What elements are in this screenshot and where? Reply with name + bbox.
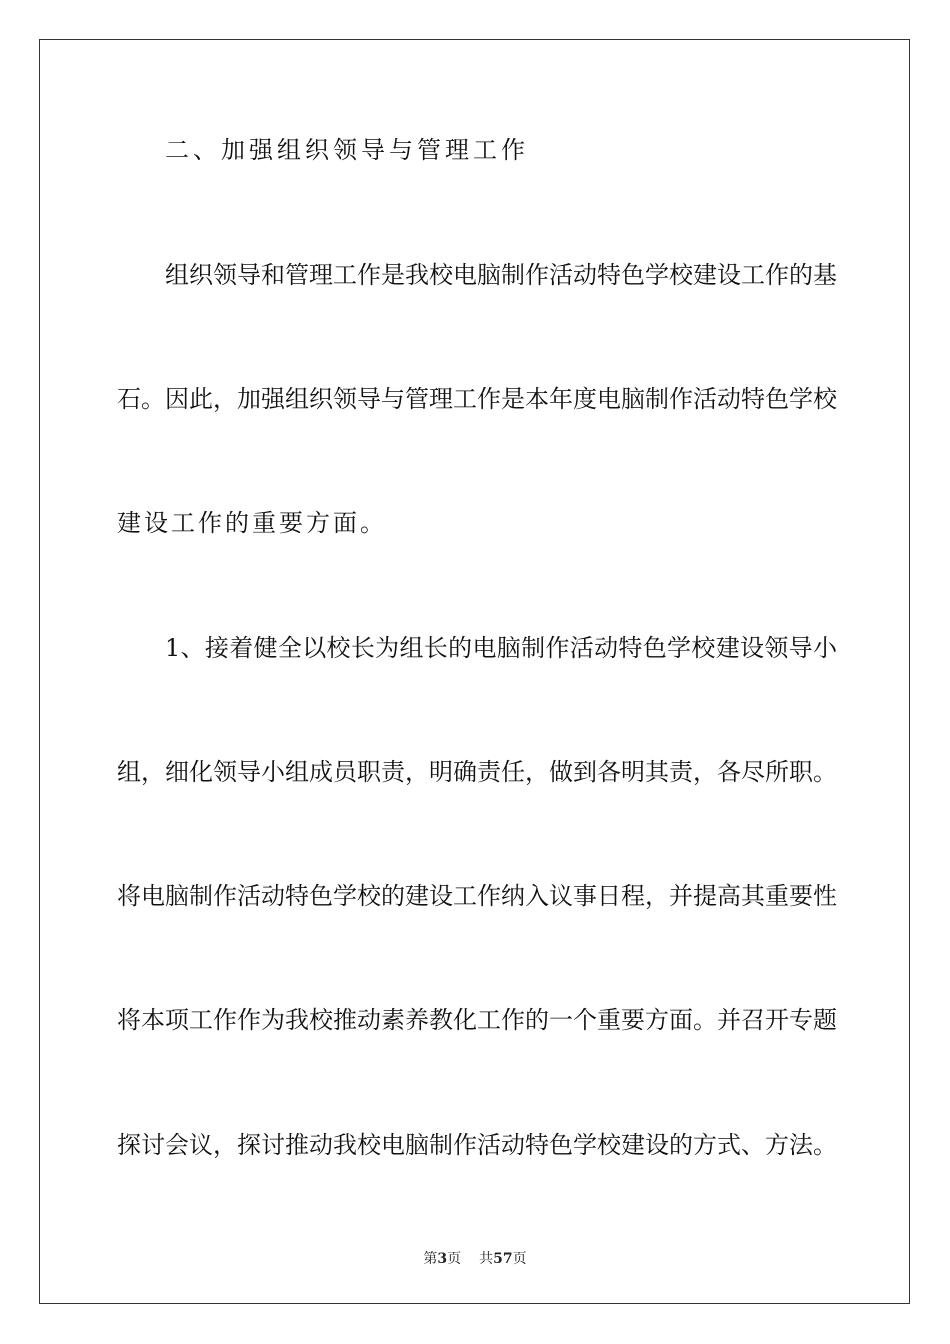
paragraph-2-line-3: 将电脑制作活动特色学校的建设工作纳入议事日程，并提高其重要性 <box>117 882 837 910</box>
paragraph-2-line-2: 组，细化领导小组成员职责，明确责任，做到各明其责，各尽所职。 <box>117 758 837 786</box>
section-heading: 二、加强组织领导与管理工作 <box>165 136 529 164</box>
paragraph-1-line-3: 建设工作的重要方面。 <box>117 509 387 537</box>
footer-total-suffix: 页 <box>512 1251 527 1267</box>
footer-total-pages: 57 <box>493 1251 513 1267</box>
paragraph-2-line-4: 将本项工作作为我校推动素养教化工作的一个重要方面。并召开专题 <box>117 1006 837 1034</box>
page-border <box>39 39 910 1304</box>
paragraph-1-line-2: 石。因此，加强组织领导与管理工作是本年度电脑制作活动特色学校 <box>117 385 837 413</box>
footer-page-prefix: 第 <box>423 1251 438 1267</box>
footer-total-prefix: 共 <box>479 1251 494 1267</box>
footer-page-suffix: 页 <box>447 1251 462 1267</box>
paragraph-2-line-1: 1、接着健全以校长为组长的电脑制作活动特色学校建设领导小 <box>165 634 837 662</box>
paragraph-2-line-5: 探讨会议，探讨推动我校电脑制作活动特色学校建设的方式、方法。 <box>117 1131 837 1159</box>
footer-page-number: 3 <box>437 1251 448 1267</box>
paragraph-1-line-1: 组织领导和管理工作是我校电脑制作活动特色学校建设工作的基 <box>165 261 837 289</box>
page-footer <box>0 1250 950 1268</box>
